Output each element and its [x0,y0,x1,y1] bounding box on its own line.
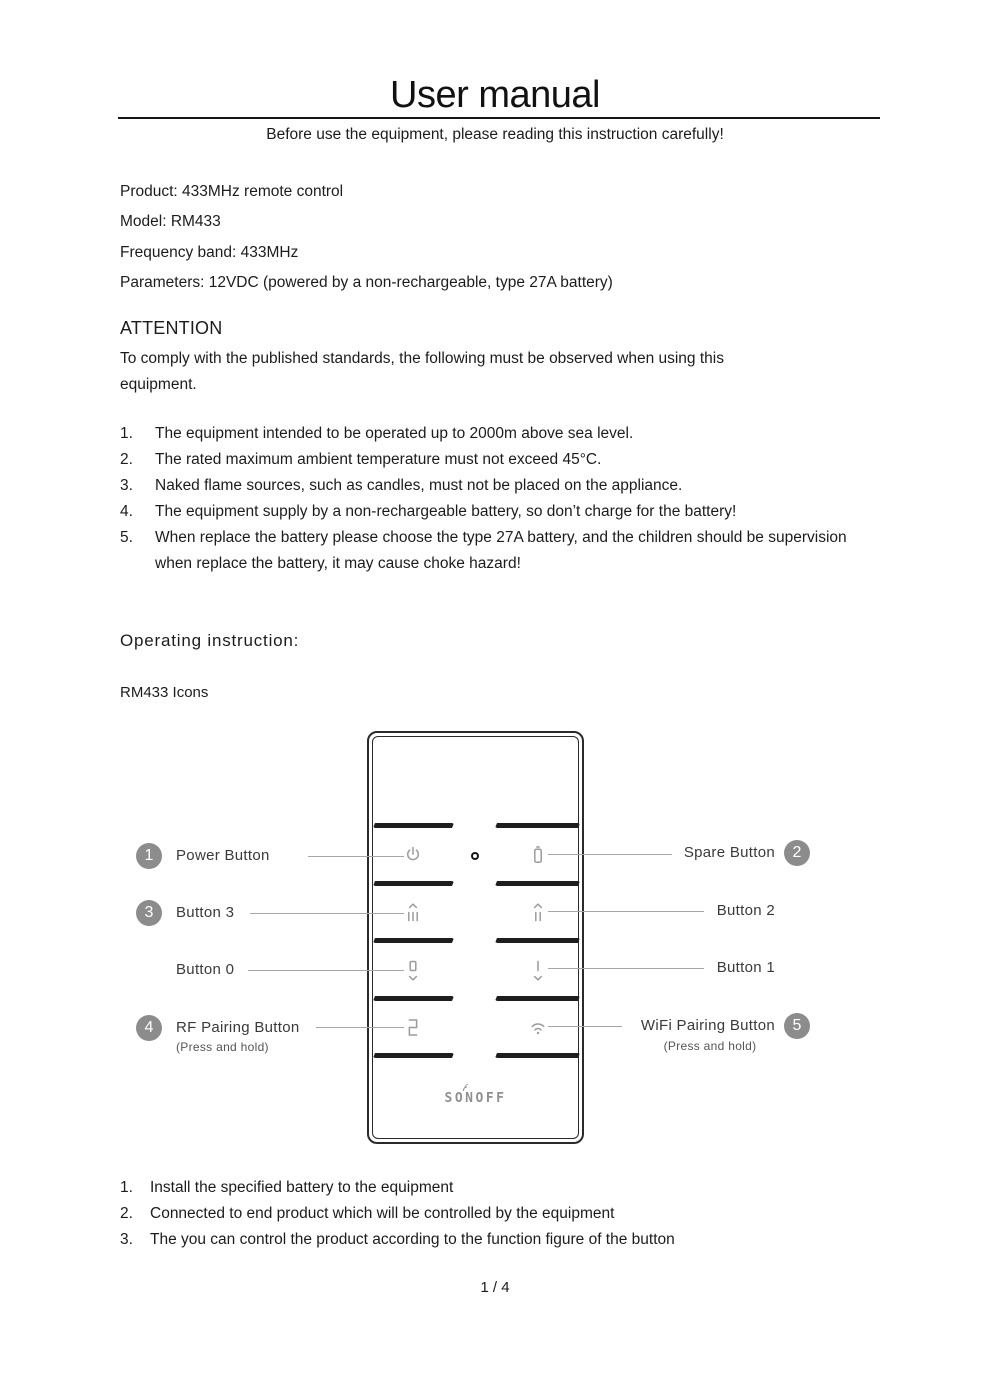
callout-label-power-button: Power Button [176,847,270,864]
list-text: The rated maximum ambient temperature must not exceed 45°C. [155,451,602,468]
step-item [120,1201,920,1227]
battery-icon [527,843,549,869]
callout-line [548,911,704,912]
attention-intro-line: To comply with the published standards, the following must be observed when using this [120,350,724,367]
led-indicator [471,852,479,860]
list-item [120,525,920,577]
callout-number-badge: 1 [136,843,162,869]
step-item [120,1175,920,1201]
spec-parameters: Parameters: 12VDC (powered by a non-rechargeable, type 27A battery) [120,274,613,292]
list-item [120,421,920,447]
button-divider-bar [373,938,454,943]
list-text: The you can control the product according to the function figure of the button [150,1230,675,1248]
button-divider-bar [495,1053,580,1058]
chevron-up-3-bars-icon [402,900,424,926]
callout-line [308,856,404,857]
callout-line [250,913,404,914]
list-text: Install the specified battery to the equipment [150,1179,454,1196]
page-number: 1 / 4 [480,1279,510,1296]
step-item [120,1227,920,1253]
callout-line [316,1027,404,1028]
list-number: 1. [120,425,133,442]
callout-label-button-1: Button 1 [716,959,775,976]
attention-heading: ATTENTION [120,318,223,338]
callout-label-spare-button: Spare Button [683,844,775,861]
callout-line [548,854,672,855]
list-item [120,473,920,499]
callout-note-wifi: (Press and hold) [663,1039,757,1053]
list-number: 2. [120,451,133,468]
list-number: 3. [120,1230,133,1248]
list-number: 4. [120,503,133,520]
callout-label-button-0: Button 0 [176,961,235,978]
spec-block [120,177,613,299]
power-icon [402,843,424,869]
list-item [120,447,920,473]
button-divider-bar [373,1053,454,1058]
remote-diagram [367,731,584,1144]
list-text: Naked flame sources, such as candles, must not be placed on the appliance. [155,477,683,494]
button-divider-bar [495,938,580,943]
callout-number-badge: 2 [784,840,810,866]
callout-number-badge: 4 [136,1015,162,1041]
title-divider [118,117,880,119]
list-number: 5. [120,529,133,546]
callout-note-rf: (Press and hold) [176,1040,269,1054]
list-text: When replace the battery please choose the type 27A battery, and the children should be supervision when replace the battery, it may cause choke hazard! [155,529,847,572]
button-divider-bar [495,881,580,886]
subtitle: Before use the equipment, please reading this instruction carefully! [266,126,724,143]
attention-intro [120,346,880,397]
remote-inner-border [372,736,579,1139]
attention-list [120,421,920,577]
spec-model: Model: RM433 [120,213,221,231]
page-title: User manual [390,74,600,116]
callout-label-rf-pairing: RF Pairing Button [176,1019,300,1036]
icons-caption: RM433 Icons [120,684,209,701]
list-number: 3. [120,477,133,494]
steps-list [120,1175,920,1252]
callout-line [548,968,704,969]
brand-text: SONOFF [444,1091,507,1106]
list-number: 1. [120,1179,133,1196]
chevron-up-2-bars-icon [527,900,549,926]
rf-pairing-icon [402,1015,424,1041]
spec-frequency: Frequency band: 433MHz [120,243,299,261]
callout-label-button-2: Button 2 [716,902,775,919]
wifi-icon [527,1015,549,1041]
list-text: The equipment supply by a non-rechargeable battery, so don’t charge for the battery! [155,503,737,520]
callout-line [548,1026,622,1027]
brand-logo [369,1089,582,1107]
callout-label-wifi-pairing: WiFi Pairing Button [640,1017,775,1034]
button-divider-bar [373,996,454,1001]
button-divider-bar [373,881,454,886]
list-number: 2. [120,1204,133,1222]
one-chevron-down-icon [527,958,549,984]
list-text: Connected to end product which will be controlled by the equipment [150,1204,615,1222]
callout-number-badge: 5 [784,1013,810,1039]
list-text: The equipment intended to be operated up to 2000m above sea level. [155,425,634,442]
operating-heading: Operating instruction: [120,631,300,650]
sound-wave-icon [461,1084,472,1094]
spec-product: Product: 433MHz remote control [120,183,344,200]
callout-label-button-3: Button 3 [176,904,235,921]
button-divider-bar [495,823,580,828]
attention-intro-line: equipment. [120,375,197,393]
list-item [120,499,920,525]
callout-line [248,970,404,971]
zero-chevron-down-icon [402,958,424,984]
button-divider-bar [373,823,454,828]
callout-number-badge: 3 [136,900,162,926]
button-divider-bar [495,996,580,1001]
